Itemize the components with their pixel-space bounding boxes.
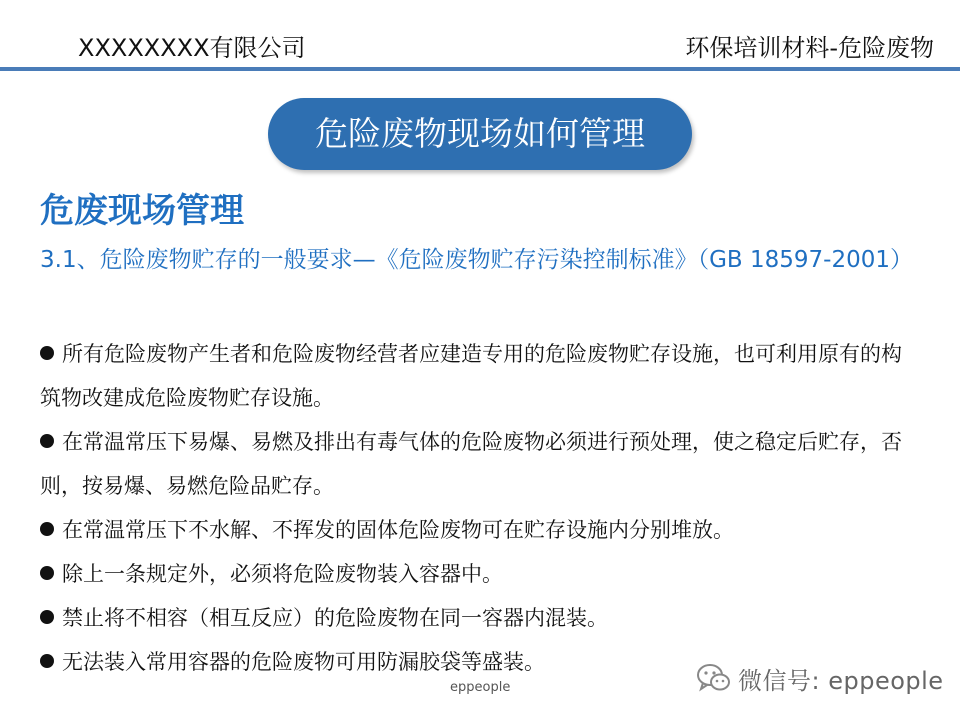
bullet-dot-icon — [40, 566, 54, 580]
bullet-list — [40, 332, 920, 684]
bullet-text: 除上一条规定外，必须将危险废物装入容器中。 — [62, 562, 503, 586]
bullet-text: 所有危险废物产生者和危险废物经营者应建造专用的危险废物贮存设施，也可利用原有的构筑物改建成危险废物贮存设施。 — [40, 342, 902, 410]
bullet-text: 在常温常压下不水解、不挥发的固体危险废物可在贮存设施内分别堆放。 — [62, 518, 734, 542]
watermark-text: 微信号: eppeople — [738, 666, 944, 695]
company-name: XXXXXXXX有限公司 — [78, 34, 306, 62]
bullet-text: 无法装入常用容器的危险废物可用防漏胶袋等盛装。 — [62, 650, 545, 674]
bullet-dot-icon — [40, 610, 54, 624]
bullet-item — [40, 596, 920, 640]
header-divider — [0, 67, 960, 71]
footer-label: eppeople — [450, 680, 511, 695]
bullet-dot-icon — [40, 654, 54, 668]
wechat-watermark — [696, 660, 944, 696]
bullet-item — [40, 552, 920, 596]
document-title: 环保培训材料-危险废物 — [685, 34, 934, 62]
bullet-item — [40, 420, 920, 508]
bullet-dot-icon — [40, 522, 54, 536]
bullet-dot-icon — [40, 434, 54, 448]
bullet-dot-icon — [40, 346, 54, 360]
bullet-text: 禁止将不相容（相互反应）的危险废物在同一容器内混装。 — [62, 606, 608, 630]
slide-title-banner: 危险废物现场如何管理 — [268, 98, 692, 170]
bullet-item — [40, 332, 920, 420]
bullet-text: 在常温常压下易爆、易燃及排出有毒气体的危险废物必须进行预处理，使之稳定后贮存，否则，按易爆、易燃危险品贮存。 — [40, 430, 902, 498]
section-title: 危废现场管理 — [40, 191, 244, 231]
bullet-item — [40, 508, 920, 552]
section-subheading: 3.1、危险废物贮存的一般要求—《危险废物贮存污染控制标准》（GB 18597-2001） — [40, 247, 913, 273]
wechat-icon — [696, 662, 732, 694]
